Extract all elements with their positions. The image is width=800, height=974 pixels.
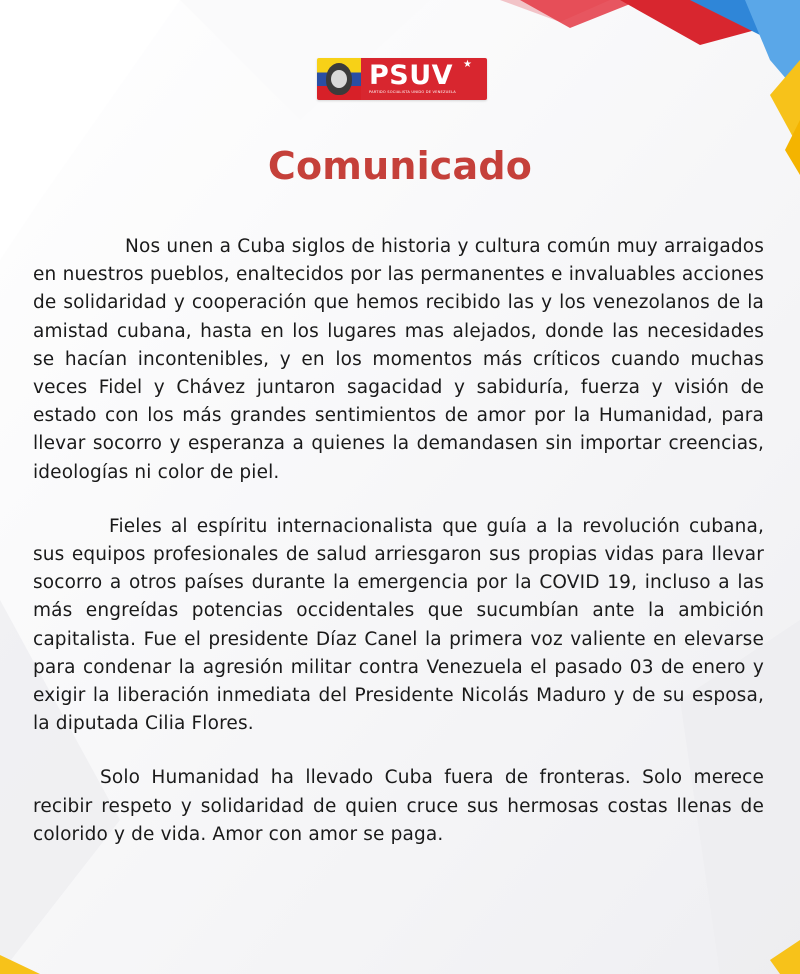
psuv-logo [317, 58, 487, 100]
star-icon: ★ [463, 59, 472, 70]
portrait-icon [317, 58, 361, 100]
logo-wordmark [361, 58, 487, 100]
paragraph-1: Nos unen a Cuba siglos de historia y cultura común muy arraigados en nuestros pueblos, enaltecidos por las permanentes e invaluables acciones de solidaridad y cooperación que hemos recibido las y los venezolanos de la amistad cubana, hasta en los lugares mas alejados, donde las necesidades se hacían incontenibles, y en los momentos más críticos cuando muchas veces Fidel y Chávez juntaron sagacidad y sabiduría, fuerza y visión de estado con los más grandes sentimientos de amor por la Humanidad, para llevar socorro y esperanza a quienes la demandasen sin importar creencias, ideologías ni color de piel. [33, 236, 764, 483]
page-title: Comunicado [267, 144, 533, 188]
communique-body [33, 233, 764, 849]
logo-subtitle: PARTIDO SOCIALISTA UNIDO DE VENEZUELA [369, 90, 456, 94]
logo-name: PSUV [369, 60, 454, 91]
paragraph-2: Fieles al espíritu internacionalista que guía a la revolución cubana, sus equipos profesionales de salud arriesgaron sus propias vidas para llevar socorro a otros países durante la emergencia por la COVID 19, incluso a las más engreídas potencias occidentales que sucumbían ante la ambición capitalista. Fue el presidente Díaz Canel la primera voz valiente en elevarse para condenar la agresión militar contra Venezuela el pasado 03 de enero y exigir la liberación inmediata del Presidente Nicolás Maduro y de su esposa, la diputada Cilia Flores. [33, 515, 764, 735]
paragraph-3: Solo Humanidad ha llevado Cuba fuera de fronteras. Solo merece recibir respeto y solidaridad de quien cruce sus hermosas costas llenas de colorido y de vida. Amor con amor se paga. [33, 767, 764, 845]
